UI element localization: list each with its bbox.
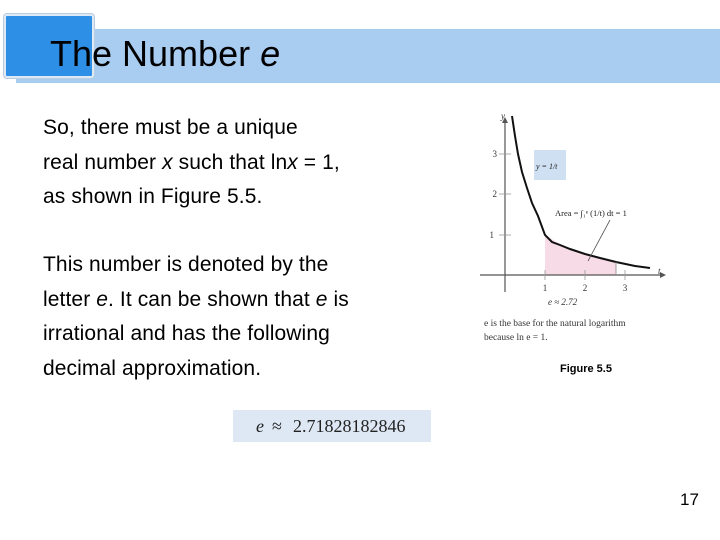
x-axis-arrow-icon (660, 272, 666, 278)
para2-line1: This number is denoted by the (43, 253, 329, 276)
equation-lhs: e (256, 416, 264, 436)
para1-var-x: x (162, 150, 173, 174)
para2-line2-a: letter (43, 287, 97, 311)
x-tick-label-2: 2 (582, 283, 588, 293)
area-pointer (588, 220, 610, 261)
para1-var-x2: x (287, 150, 298, 174)
x-tick-label-1: 1 (542, 283, 548, 293)
para2-var-e: e (96, 287, 109, 311)
curve-label: y = 1/t (536, 162, 558, 171)
y-tick-label-2: 2 (492, 189, 497, 199)
para1-line3: as shown in Figure 5.5. (43, 185, 263, 208)
figure-note-line2: because ln e = 1. (484, 333, 548, 343)
paragraph-unique-number (43, 111, 433, 215)
para1-line1: So, there must be a unique (43, 116, 298, 139)
curve-one-over-t (512, 116, 650, 268)
para2-line2-c: is (327, 287, 349, 311)
x-tick-label-3: 3 (622, 283, 628, 293)
para2-line3: irrational and has the following (43, 322, 330, 345)
y-axis-label: y (501, 111, 505, 121)
para1-line2-a: real number (43, 150, 163, 174)
para2-line4: decimal approximation. (43, 356, 262, 380)
para1-line2-b: such that ln (172, 150, 288, 174)
y-tick-label-3: 3 (492, 149, 497, 159)
equation-value: 2.71828182846 (293, 416, 406, 436)
shaded-area (545, 235, 616, 275)
para2-var-e2: e (315, 287, 328, 311)
title-variable: e (260, 33, 281, 74)
para2-line2-b: . It can be shown that (108, 287, 316, 311)
figure-note-line1: e is the base for the natural logarithm (484, 319, 626, 329)
equation-approx-symbol: ≈ (272, 416, 282, 436)
equation-box (233, 410, 431, 442)
paragraph-denoted-e (43, 248, 453, 386)
slide-title (50, 32, 280, 76)
x-axis-label: t (658, 266, 661, 276)
para1-line2-c: = 1, (297, 150, 340, 174)
page-number: 17 (680, 490, 699, 509)
figure-graph (470, 106, 690, 354)
area-label: Area = ∫₁ᵉ (1/t) dt = 1 (555, 208, 627, 218)
title-text: The Number (50, 33, 261, 74)
figure-caption: Figure 5.5 (560, 363, 612, 375)
e-approx-label: e ≈ 2.72 (548, 297, 578, 307)
y-tick-label-1: 1 (489, 230, 494, 240)
